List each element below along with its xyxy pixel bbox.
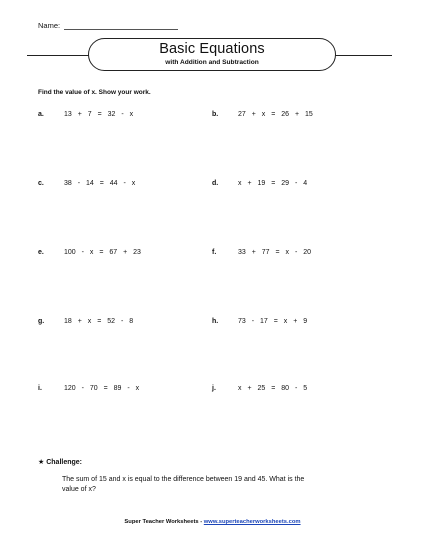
problem-expression: 38 - 14 = 44 - x <box>64 180 136 187</box>
footer-separator: - <box>198 519 204 525</box>
problem-letter: i. <box>38 385 42 392</box>
problem-letter: a. <box>38 111 44 118</box>
footer-brand: Super Teacher Worksheets <box>124 519 199 525</box>
name-field <box>38 21 178 30</box>
page-title: Basic Equations <box>159 41 265 57</box>
problem-letter: e. <box>38 249 44 256</box>
problem-a <box>38 111 133 118</box>
problem-g <box>38 318 133 325</box>
problem-letter: f. <box>212 249 217 256</box>
problem-letter: j. <box>212 385 216 392</box>
problem-expression: 100 - x = 67 + 23 <box>64 249 141 256</box>
problem-expression: 73 - 17 = x + 9 <box>238 318 308 325</box>
footer-link[interactable]: www.superteacherworksheets.com <box>203 519 301 525</box>
problem-letter: c. <box>38 180 44 187</box>
challenge-label: ★ Challenge: <box>38 459 83 466</box>
problem-c <box>38 180 135 187</box>
problem-letter: g. <box>38 318 45 325</box>
problem-letter: b. <box>212 111 219 118</box>
instructions: Find the value of x. Show your work. <box>38 89 151 96</box>
problem-letter: d. <box>212 180 219 187</box>
title-banner <box>88 38 336 71</box>
page-subtitle: with Addition and Subtraction <box>165 59 259 66</box>
problem-expression: 18 + x = 52 - 8 <box>64 318 134 325</box>
problem-expression: 120 - 70 = 89 - x <box>64 385 140 392</box>
problem-j <box>212 385 307 392</box>
problem-f <box>212 249 311 256</box>
problem-expression: 13 + 7 = 32 - x <box>64 111 134 118</box>
problem-d <box>212 180 307 187</box>
problem-expression: x + 25 = 80 - 5 <box>238 385 308 392</box>
problem-expression: 33 + 77 = x - 20 <box>238 249 312 256</box>
problem-expression: x + 19 = 29 - 4 <box>238 180 308 187</box>
problem-expression: 27 + x = 26 + 15 <box>238 111 313 118</box>
problem-i <box>38 385 139 392</box>
problem-h <box>212 318 307 325</box>
challenge-text: The sum of 15 and x is equal to the difference between 19 and 45. What is the value of x? <box>62 476 305 493</box>
problem-letter: h. <box>212 318 219 325</box>
name-label: Name: <box>38 21 61 30</box>
problem-e <box>38 249 141 256</box>
problem-b <box>212 111 313 118</box>
footer <box>0 519 425 525</box>
name-blank-line[interactable] <box>64 21 178 30</box>
